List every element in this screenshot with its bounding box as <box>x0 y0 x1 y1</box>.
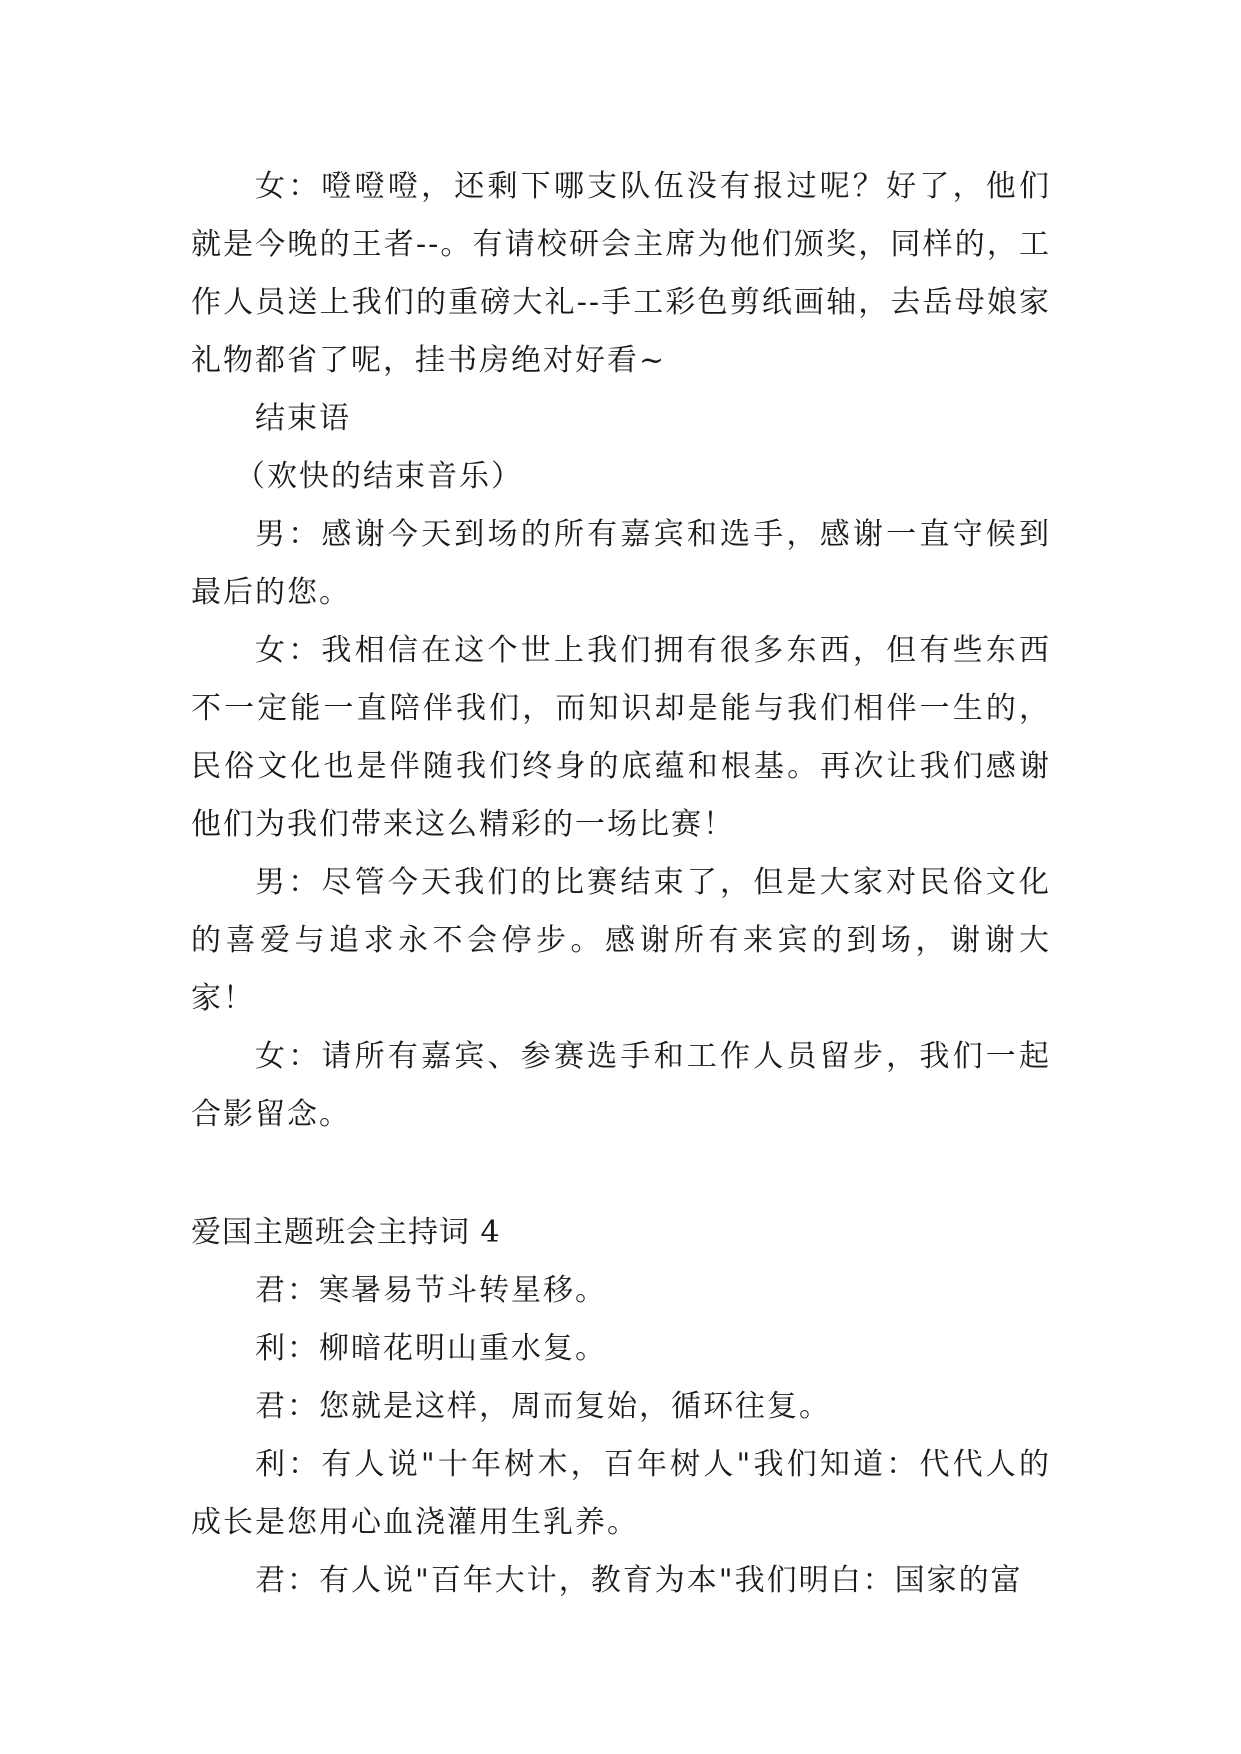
paragraph: 女：请所有嘉宾、参赛选手和工作人员留步，我们一起合影留念。 <box>191 1039 1051 1132</box>
section-title: 爱国主题班会主持词 4 <box>191 1215 501 1250</box>
section-subheading: 结束语 <box>255 401 351 436</box>
stage-direction: （欢快的结束音乐） <box>235 459 523 494</box>
paragraph: 男：感谢今天到场的所有嘉宾和选手，感谢一直守候到最后的您。 <box>191 517 1051 610</box>
paragraph: 利：柳暗花明山重水复。 <box>255 1331 607 1366</box>
paragraph: 君：寒暑易节斗转星移。 <box>255 1273 607 1308</box>
paragraph: 君：您就是这样，周而复始，循环往复。 <box>255 1389 831 1424</box>
paragraph: 女：我相信在这个世上我们拥有很多东西，但有些东西不一定能一直陪伴我们，而知识却是能与我们相伴一生的，民俗文化也是伴随我们终身的底蕴和根基。再次让我们感谢他们为我们带来这么精彩的一场比赛！ <box>191 633 1051 842</box>
paragraph: 君：有人说"百年大计，教育为本"我们明白：国家的富 <box>255 1563 1023 1598</box>
paragraph: 男：尽管今天我们的比赛结束了，但是大家对民俗文化的喜爱与追求永不会停步。感谢所有来宾的到场，谢谢大家！ <box>191 865 1051 1016</box>
paragraph: 女：噔噔噔，还剩下哪支队伍没有报过呢？好了，他们就是今晚的王者--。有请校研会主席为他们颁奖，同样的，工作人员送上我们的重磅大礼--手工彩色剪纸画轴，去岳母娘家礼物都省了呢，挂书房绝对好看~ <box>191 169 1051 378</box>
paragraph: 利：有人说"十年树木，百年树人"我们知道：代代人的成长是您用心血浇灌用生乳养。 <box>191 1447 1051 1540</box>
document-body <box>191 158 1051 1610</box>
